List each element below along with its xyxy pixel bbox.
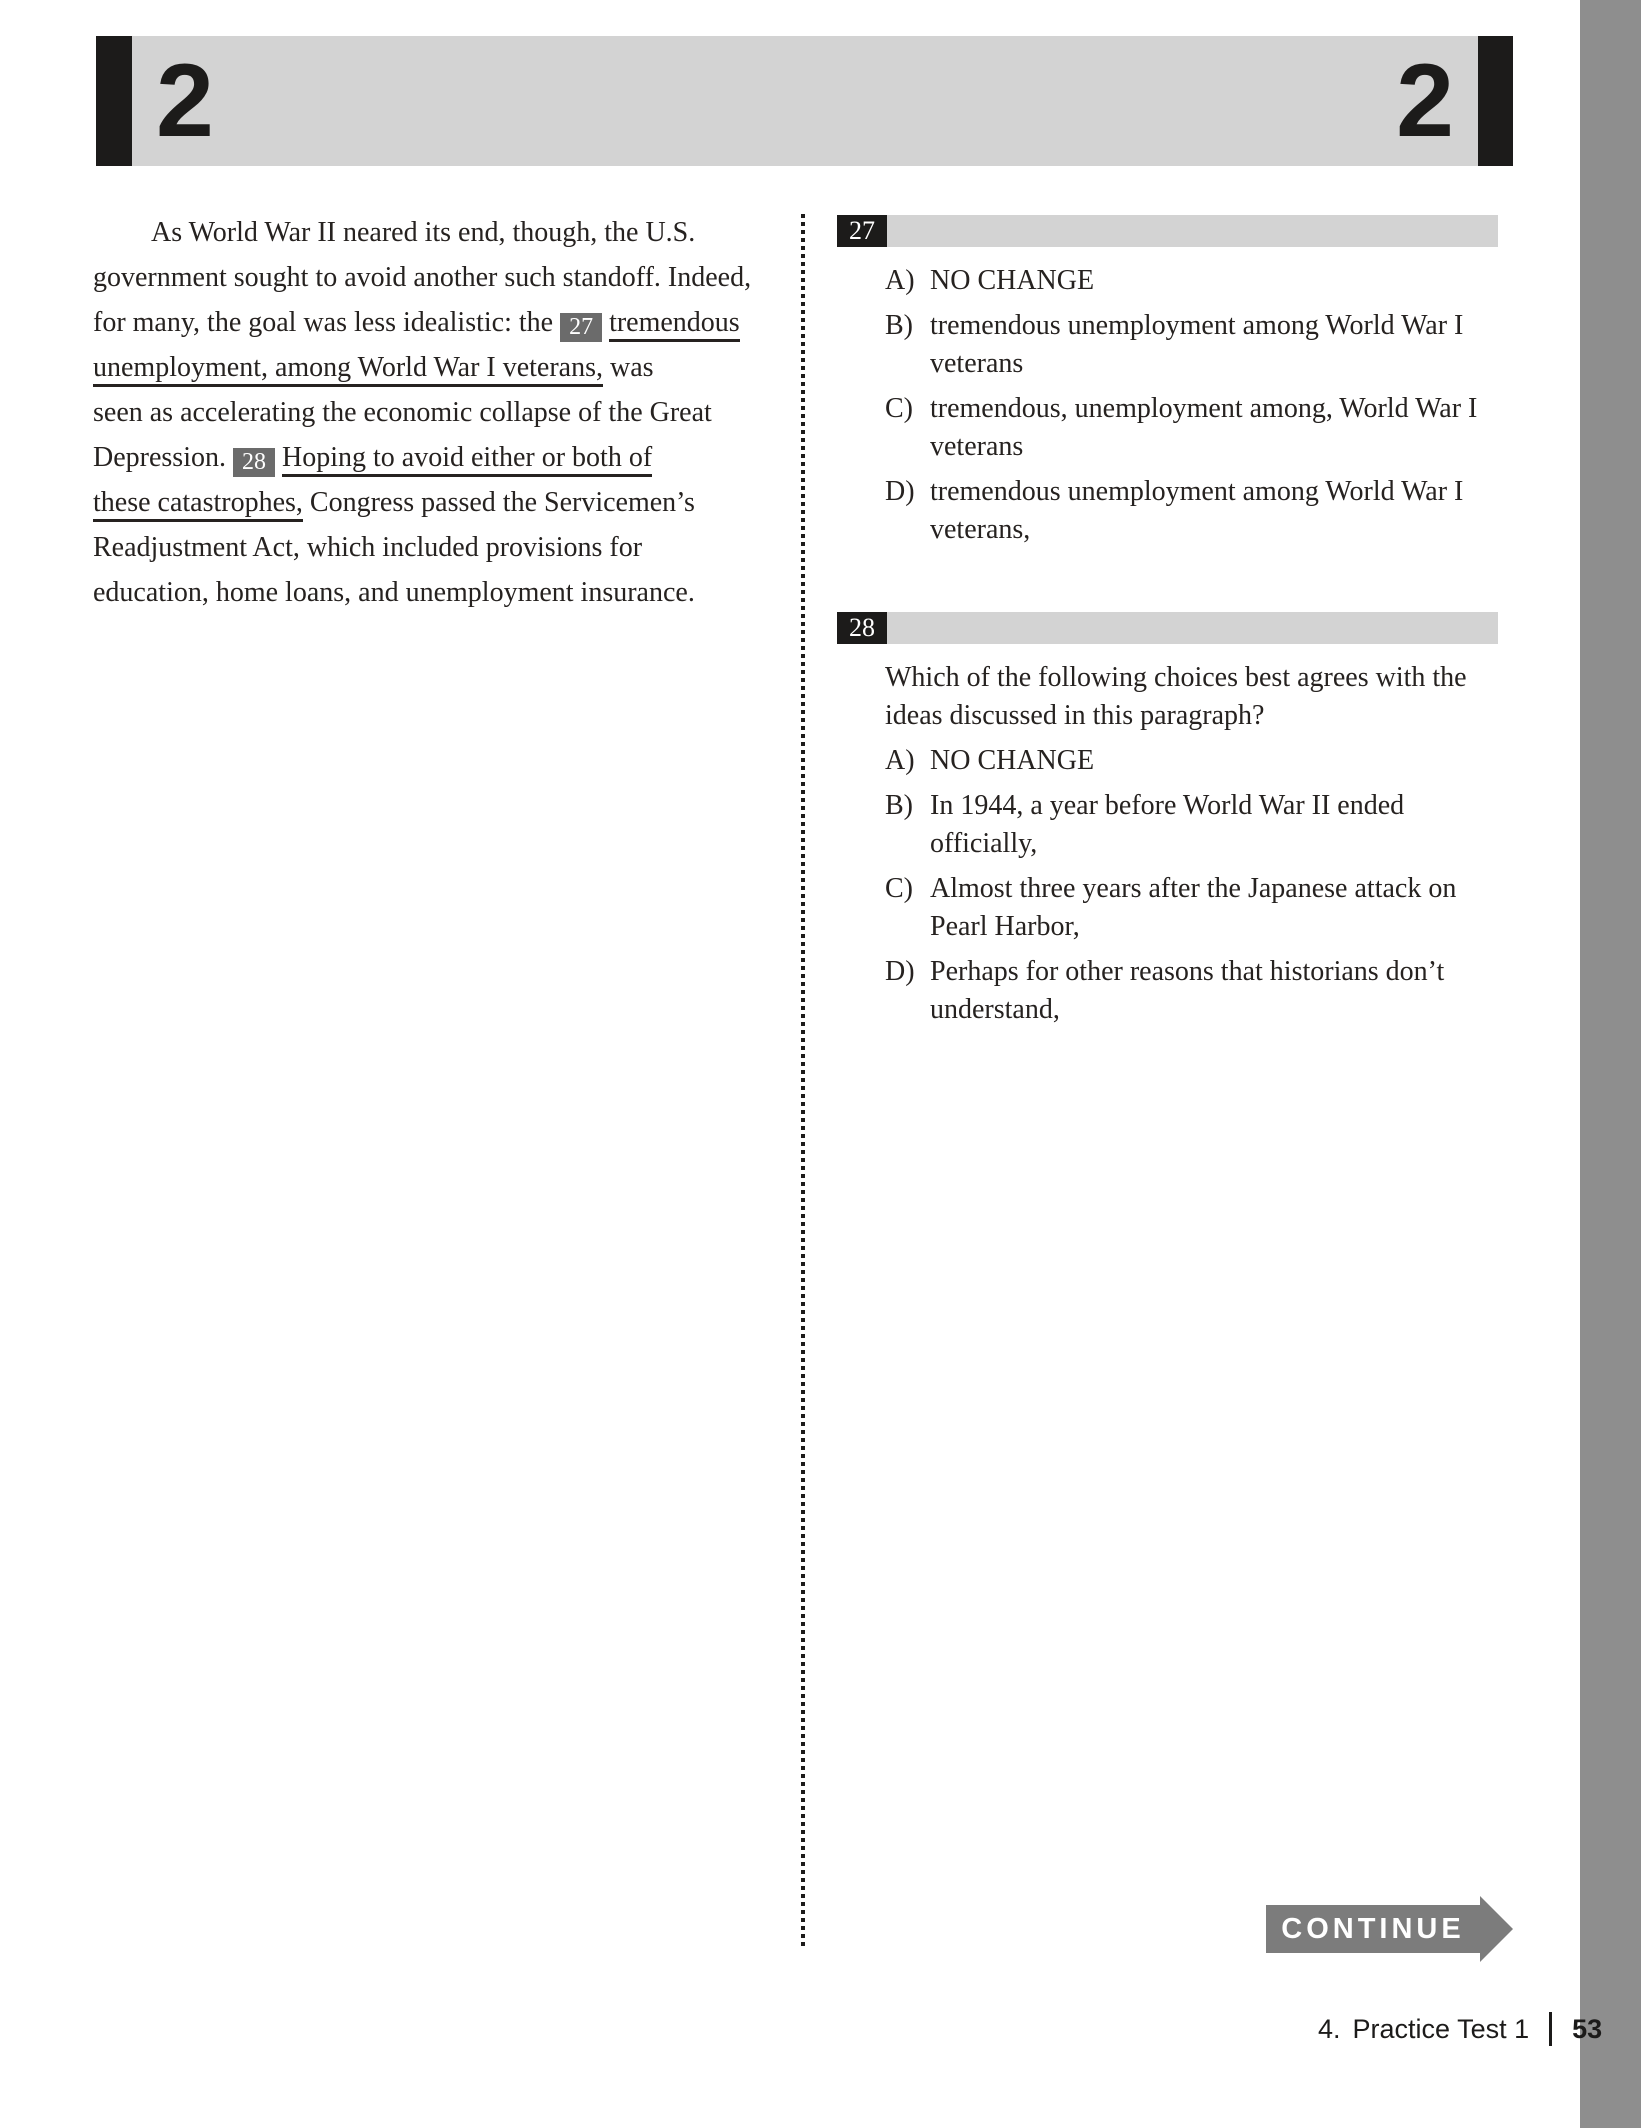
footer-divider-line [1549, 2012, 1552, 2046]
passage-line [93, 210, 783, 255]
passage-line [93, 255, 783, 300]
question-bar-fill [887, 612, 1498, 644]
choice-letter: A) [885, 265, 915, 296]
choice-text: NO CHANGE [930, 745, 1095, 776]
passage-line [93, 435, 783, 480]
banner-right-black-bar [1478, 36, 1513, 166]
choice-letter: D) [885, 476, 915, 507]
passage-line [93, 570, 783, 615]
answer-choice [885, 870, 1498, 946]
banner-background [132, 36, 1478, 166]
passage-text: for many, the goal was less idealistic: the [93, 307, 554, 338]
choice-text: Perhaps for other reasons that historians don’t understand, [930, 956, 1445, 1025]
answer-choice [885, 742, 1498, 780]
answer-choice [885, 307, 1498, 383]
question-bar-fill [887, 215, 1498, 247]
page-edge-strip [1580, 0, 1641, 2128]
passage-line [93, 345, 783, 390]
choice-text: In 1944, a year before World War II ended officially, [930, 790, 1405, 859]
passage-line [93, 300, 783, 345]
answer-choice [885, 262, 1498, 300]
underlined-passage-text: these catastrophes, [93, 487, 303, 522]
passage-text: was [603, 352, 654, 383]
continue-marker [1266, 1905, 1480, 1953]
passage-text: Readjustment Act, which included provisions for [93, 532, 643, 563]
underlined-passage-text: tremendous [609, 307, 740, 342]
answer-choice [885, 390, 1498, 466]
question-27 [837, 215, 1498, 549]
question-stem: Which of the following choices best agrees with the ideas discussed in this paragraph? [885, 662, 1467, 731]
banner-left-black-bar [96, 36, 132, 166]
passage-text: seen as accelerating the economic collapse of the Great [93, 397, 712, 428]
section-banner [96, 36, 1513, 166]
passage-line [93, 480, 783, 525]
choice-letter: C) [885, 873, 913, 904]
choice-letter: A) [885, 745, 915, 776]
question-body [885, 659, 1498, 1029]
question-28 [837, 612, 1498, 1029]
choice-letter: B) [885, 790, 913, 821]
passage-text: Depression. [93, 442, 226, 473]
passage-line [93, 525, 783, 570]
question-number-box: 27 [837, 215, 887, 247]
footer-page-number: 53 [1572, 2013, 1603, 2044]
passage-text: As World War II neared its end, though, the U.S. [151, 217, 696, 248]
passage [93, 210, 783, 615]
passage-text: Congress passed the Servicemen’s [302, 487, 695, 518]
choice-text: Almost three years after the Japanese attack on Pearl Harbor, [930, 873, 1457, 942]
answer-choice [885, 473, 1498, 549]
inline-question-number-box: 27 [560, 313, 602, 342]
passage-text: government sought to avoid another such standoff. Indeed, [93, 262, 752, 293]
passage-line [93, 390, 783, 435]
footer-section-number: 4. [1318, 2013, 1341, 2044]
footer-section-title: Practice Test 1 [1352, 2013, 1530, 2044]
choice-text: tremendous, unemployment among, World War I veterans [930, 393, 1478, 462]
column-divider-dotted [801, 214, 805, 1950]
section-number-right: 2 [1396, 43, 1454, 159]
choice-letter: B) [885, 310, 913, 341]
answer-choice [885, 787, 1498, 863]
inline-question-number-box: 28 [233, 448, 275, 477]
page-footer [1318, 2012, 1602, 2046]
question-number-box: 28 [837, 612, 887, 644]
choice-letter: D) [885, 956, 915, 987]
passage-text: education, home loans, and unemployment insurance. [93, 577, 695, 608]
choice-text: tremendous unemployment among World War I veterans, [930, 476, 1464, 545]
question-body [885, 262, 1498, 549]
continue-arrow-icon [1480, 1896, 1513, 1962]
answer-choice [885, 953, 1498, 1029]
underlined-passage-text: unemployment, among World War I veterans, [93, 352, 603, 387]
underlined-passage-text: Hoping to avoid either or both of [282, 442, 652, 477]
choice-text: NO CHANGE [930, 265, 1095, 296]
question-number-bar [837, 612, 1498, 644]
question-number-bar [837, 215, 1498, 247]
choice-letter: C) [885, 393, 913, 424]
section-number-left: 2 [156, 43, 214, 159]
choice-text: tremendous unemployment among World War I veterans [930, 310, 1464, 379]
continue-label: CONTINUE [1266, 1905, 1480, 1953]
